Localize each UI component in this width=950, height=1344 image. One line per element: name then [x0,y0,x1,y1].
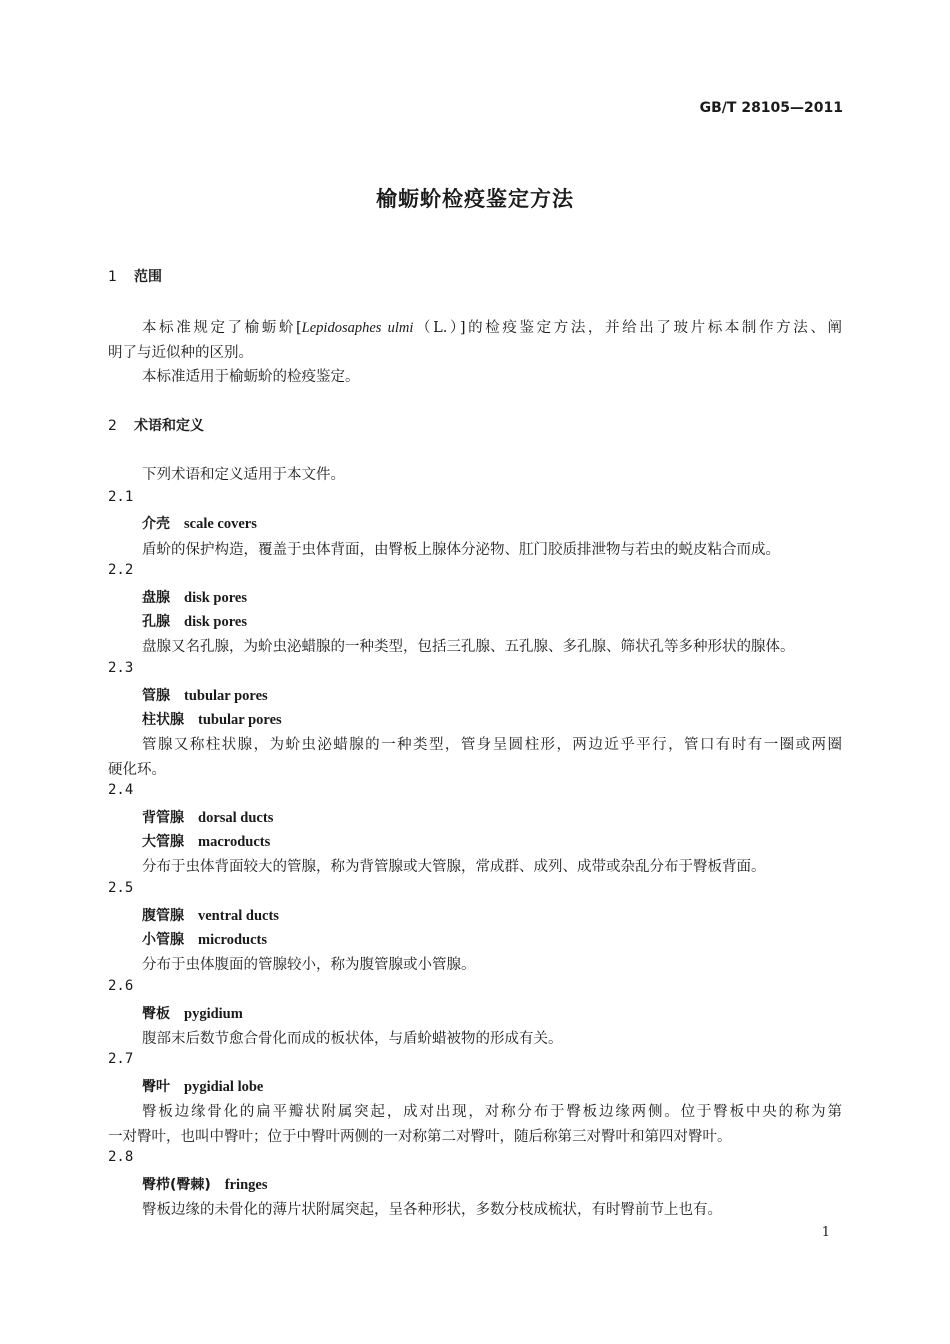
standard-code: GB/T 28105—2011 [699,100,843,116]
term-zh: 小管腺 [142,932,184,948]
term-zh: 管腺 [142,688,170,704]
term [142,709,282,729]
entry-number: 2.7 [108,1051,134,1067]
term [142,929,267,949]
definition-cont: 硬化环。 [108,762,166,778]
term [142,611,247,631]
definition-cont: 一对臀叶，也叫中臀叶；位于中臀叶两侧的一对称第二对臀叶，随后称第三对臀叶和第四对臀叶。 [108,1129,732,1145]
definition: 管腺又称柱状腺，为蚧虫泌蜡腺的一种类型，管身呈圆柱形，两边近乎平行，管口有时有一圈或两圈 [142,737,842,753]
term [142,1003,243,1023]
entry-number: 2.8 [108,1149,134,1165]
term-zh: 腹管腺 [142,908,184,924]
term-en: pygidial lobe [184,1079,264,1095]
term-zh: 臀叶 [142,1079,170,1095]
terms-intro: 下列术语和定义适用于本文件。 [142,467,345,483]
scope-paragraph-1-cont: 明了与近似种的区别。 [108,345,253,361]
entry-number: 2.2 [108,562,134,578]
term-zh: 背管腺 [142,810,184,826]
definition: 分布于虫体背面较大的管腺，称为背管腺或大管腺，常成群、成列、成带或杂乱分布于臀板背面。 [142,859,766,875]
term [142,513,257,533]
definition: 臀板边缘的未骨化的薄片状附属突起，呈各种形状，多数分枝成梳状，有时臀前节上也有。 [142,1202,722,1218]
entry-number: 2.5 [108,880,134,896]
scope-paragraph-2: 本标准适用于榆蛎蚧的检疫鉴定。 [142,369,360,385]
term-en: microducts [198,932,268,948]
entry-number: 2.1 [108,489,134,505]
definition: 盾蚧的保护构造，覆盖于虫体背面，由臀板上腺体分泌物、肛门胶质排泄物与若虫的蜕皮粘合而成。 [142,542,780,558]
section-title: 术语和定义 [134,418,204,434]
definition: 分布于虫体腹面的管腺较小，称为腹管腺或小管腺。 [142,957,476,973]
term-en: disk pores [184,590,247,606]
species-latin-name: Lepidosaphes ulmi [301,320,414,336]
definition: 盘腺又名孔腺，为蚧虫泌蜡腺的一种类型，包括三孔腺、五孔腺、多孔腺、筛状孔等多种形状的腺体。 [142,639,795,655]
entry-number: 2.3 [108,660,134,676]
term [142,807,273,827]
term-en: dorsal ducts [198,810,274,826]
term-en: tubular pores [184,688,268,704]
term-en: disk pores [184,614,247,630]
term-zh: 孔腺 [142,614,170,630]
section-number: 2 [108,418,117,434]
term-en: fringes [224,1177,268,1193]
term-zh: 介壳 [142,516,170,532]
term [142,1076,263,1096]
entry-number: 2.4 [108,782,134,798]
term-en: ventral ducts [198,908,279,924]
section-title: 范围 [134,269,162,285]
term-zh: 柱状腺 [142,712,184,728]
scope-text: 本标准规定了榆蛎蚧[ [142,320,302,336]
term-zh: 臀栉(臀棘) [142,1177,211,1193]
section-1-heading [108,266,162,286]
scope-text: （L.）]的检疫鉴定方法，并给出了玻片标本制作方法、阐 [413,320,842,336]
term [142,685,268,705]
term-zh: 臀板 [142,1006,170,1022]
term-en: pygidium [184,1006,243,1022]
section-number: 1 [108,269,117,285]
section-2-heading [108,415,204,435]
definition: 臀板边缘骨化的扁平瓣状附属突起，成对出现，对称分布于臀板边缘两侧。位于臀板中央的称为第 [142,1104,842,1120]
entry-number: 2.6 [108,978,134,994]
term [142,831,270,851]
term-zh: 大管腺 [142,834,184,850]
term [142,905,279,925]
document-title: 榆蛎蚧检疫鉴定方法 [376,187,574,211]
term-en: scale covers [184,516,257,532]
term-en: macroducts [198,834,271,850]
term-en: tubular pores [198,712,282,728]
scope-paragraph-1 [142,316,842,337]
definition: 腹部末后数节愈合骨化而成的板状体，与盾蚧蜡被物的形成有关。 [142,1031,563,1047]
term [142,1174,267,1194]
term [142,587,247,607]
page-number: 1 [821,1225,830,1240]
term-zh: 盘腺 [142,590,170,606]
